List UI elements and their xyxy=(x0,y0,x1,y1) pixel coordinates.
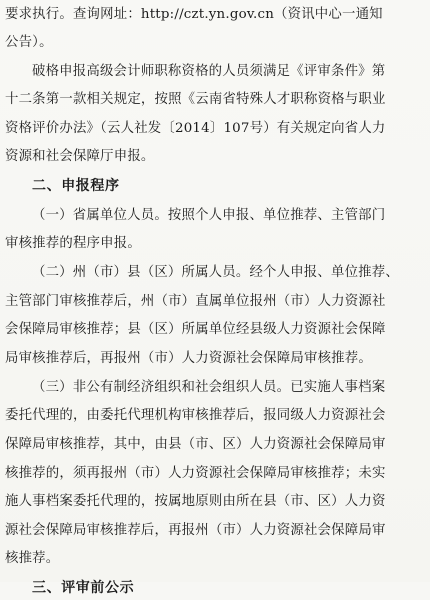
body-text-line: 局审核推荐后，再报州（市）人力资源社会保障局审核推荐。 xyxy=(5,351,372,366)
body-text-line: 主管部门审核推荐后，州（市）直属单位报州（市）人力资源社 xyxy=(5,294,386,309)
body-text-line: 委托代理的，由委托代理机构审核推荐后，报同级人力资源社会 xyxy=(5,408,386,423)
section-heading: 三、评审前公示 xyxy=(32,580,135,596)
body-text-line: 核推荐。 xyxy=(5,551,60,566)
section-heading: 二、申报程序 xyxy=(32,178,120,194)
body-text-line: 保障局审核推荐，其中，由县（市、区）人力资源社会保障局审 xyxy=(5,437,386,452)
body-text-line: 施人事档案委托代理的，按属地原则由所在县（市、区）人力资 xyxy=(5,494,386,509)
body-text-line: 核推荐的，须再报州（市）人力资源社会保障局审核推荐；未实 xyxy=(5,466,386,481)
body-text-line: 公告）。 xyxy=(5,35,53,50)
paragraph-start-line: （三）非公有制经济组织和社会组织人员。已实施人事档案 xyxy=(32,380,386,395)
body-text-line: 资源和社会保障厅申报。 xyxy=(5,149,155,164)
body-text-line: 审核推荐的程序申报。 xyxy=(5,236,141,251)
paragraph-start-line: （二）州（市）县（区）所属人员。经个人申报、单位推荐、 xyxy=(32,265,399,280)
body-text-line: 要求执行。查询网址：http://czt.yn.gov.cn（资讯中心一通知 xyxy=(5,7,383,22)
body-text-line: 会保障局审核推荐；县（区）所属单位经县级人力资源社会保障 xyxy=(5,322,386,337)
paragraph-start-line: 破格申报高级会计师职称资格的人员须满足《评审条件》第 xyxy=(32,64,386,79)
paragraph-start-line: （一）省属单位人员。按照个人申报、单位推荐、主管部门 xyxy=(32,208,386,223)
body-text-line: 资格评价办法》（云人社发〔2014〕107号）有关规定向省人力 xyxy=(5,121,386,136)
body-text-line: 十二条第一款相关规定，按照《云南省特殊人才职称资格与职业 xyxy=(5,92,386,107)
body-text-line: 源社会保障局审核推荐后，再报州（市）人力资源社会保障局审 xyxy=(5,523,386,538)
